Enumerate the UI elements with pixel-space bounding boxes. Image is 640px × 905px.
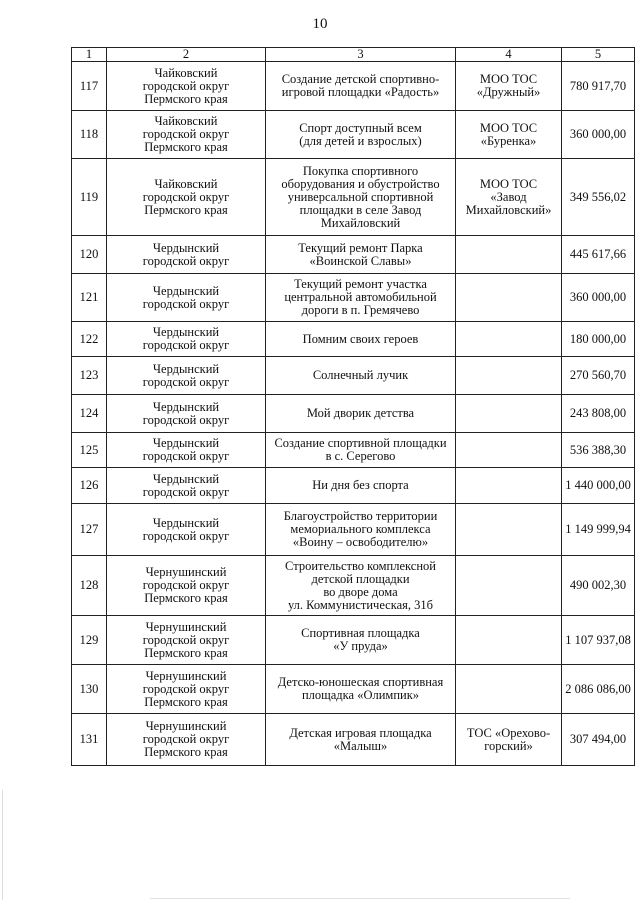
- row-number: 122: [72, 322, 107, 357]
- amount-cell: 243 808,00: [562, 395, 635, 433]
- table-row: [72, 236, 635, 274]
- amount-cell: 360 000,00: [562, 111, 635, 159]
- table-row: [72, 616, 635, 665]
- table-row: [72, 322, 635, 357]
- amount-cell: 180 000,00: [562, 322, 635, 357]
- amount-cell: 360 000,00: [562, 274, 635, 322]
- scan-margin-line: [2, 790, 3, 900]
- municipality-cell: Чердынский городской округ: [107, 395, 266, 433]
- projects-table: [71, 47, 635, 766]
- municipality-cell: Чердынский городской округ: [107, 433, 266, 468]
- organization-cell: ТОС «Орехово- горский»: [456, 714, 562, 766]
- table-row: [72, 665, 635, 714]
- page-number: 10: [312, 16, 328, 32]
- project-cell: Создание детской спортивно- игровой площадки «Радость»: [266, 62, 456, 111]
- project-cell: Покупка спортивного оборудования и обустройство универсальной спортивной площадки в селе Завод Михайловский: [266, 159, 456, 236]
- table-row: [72, 111, 635, 159]
- table-row: [72, 433, 635, 468]
- amount-cell: 270 560,70: [562, 357, 635, 395]
- row-number: 129: [72, 616, 107, 665]
- organization-cell: [456, 504, 562, 556]
- municipality-cell: Чернушинский городской округ Пермского края: [107, 714, 266, 766]
- table-row: [72, 395, 635, 433]
- organization-cell: [456, 322, 562, 357]
- table-header-row: [72, 48, 635, 62]
- table-row: [72, 556, 635, 616]
- column-header: 1: [72, 48, 107, 62]
- scan-bottom-line: [150, 898, 570, 899]
- amount-cell: 445 617,66: [562, 236, 635, 274]
- row-number: 128: [72, 556, 107, 616]
- row-number: 124: [72, 395, 107, 433]
- row-number: 119: [72, 159, 107, 236]
- amount-cell: 780 917,70: [562, 62, 635, 111]
- column-header: 4: [456, 48, 562, 62]
- amount-cell: 490 002,30: [562, 556, 635, 616]
- row-number: 121: [72, 274, 107, 322]
- organization-cell: [456, 556, 562, 616]
- amount-cell: 307 494,00: [562, 714, 635, 766]
- organization-cell: МОО ТОС «Дружный»: [456, 62, 562, 111]
- table-row: [72, 468, 635, 504]
- municipality-cell: Чердынский городской округ: [107, 357, 266, 395]
- project-cell: Строительство комплексной детской площадки во дворе дома ул. Коммунистическая, 31б: [266, 556, 456, 616]
- row-number: 118: [72, 111, 107, 159]
- organization-cell: [456, 665, 562, 714]
- table-row: [72, 714, 635, 766]
- project-cell: Создание спортивной площадки в с. Серегово: [266, 433, 456, 468]
- project-cell: Помним своих героев: [266, 322, 456, 357]
- municipality-cell: Чайковский городской округ Пермского края: [107, 111, 266, 159]
- organization-cell: [456, 468, 562, 504]
- row-number: 131: [72, 714, 107, 766]
- organization-cell: [456, 433, 562, 468]
- organization-cell: [456, 395, 562, 433]
- organization-cell: [456, 274, 562, 322]
- organization-cell: [456, 236, 562, 274]
- table-row: [72, 504, 635, 556]
- municipality-cell: Чернушинский городской округ Пермского края: [107, 665, 266, 714]
- column-header: 3: [266, 48, 456, 62]
- amount-cell: 349 556,02: [562, 159, 635, 236]
- amount-cell: 1 440 000,00: [562, 468, 635, 504]
- municipality-cell: Чайковский городской округ Пермского края: [107, 62, 266, 111]
- municipality-cell: Чайковский городской округ Пермского края: [107, 159, 266, 236]
- column-header: 5: [562, 48, 635, 62]
- organization-cell: МОО ТОС «Завод Михайловский»: [456, 159, 562, 236]
- project-cell: Ни дня без спорта: [266, 468, 456, 504]
- table-row: [72, 159, 635, 236]
- row-number: 125: [72, 433, 107, 468]
- project-cell: Спорт доступный всем (для детей и взрослых): [266, 111, 456, 159]
- amount-cell: 1 149 999,94: [562, 504, 635, 556]
- project-cell: Текущий ремонт Парка «Воинской Славы»: [266, 236, 456, 274]
- municipality-cell: Чернушинский городской округ Пермского края: [107, 556, 266, 616]
- row-number: 127: [72, 504, 107, 556]
- project-cell: Благоустройство территории мемориального комплекса «Воину – освободителю»: [266, 504, 456, 556]
- project-cell: Солнечный лучик: [266, 357, 456, 395]
- municipality-cell: Чердынский городской округ: [107, 468, 266, 504]
- municipality-cell: Чердынский городской округ: [107, 322, 266, 357]
- amount-cell: 2 086 086,00: [562, 665, 635, 714]
- row-number: 120: [72, 236, 107, 274]
- amount-cell: 536 388,30: [562, 433, 635, 468]
- municipality-cell: Чердынский городской округ: [107, 274, 266, 322]
- organization-cell: [456, 616, 562, 665]
- row-number: 123: [72, 357, 107, 395]
- organization-cell: [456, 357, 562, 395]
- project-cell: Детско-юношеская спортивная площадка «Олимпик»: [266, 665, 456, 714]
- row-number: 130: [72, 665, 107, 714]
- municipality-cell: Чердынский городской округ: [107, 236, 266, 274]
- project-cell: Детская игровая площадка «Малыш»: [266, 714, 456, 766]
- table-row: [72, 62, 635, 111]
- organization-cell: МОО ТОС «Буренка»: [456, 111, 562, 159]
- project-cell: Мой дворик детства: [266, 395, 456, 433]
- project-cell: Текущий ремонт участка центральной автомобильной дороги в п. Гремячево: [266, 274, 456, 322]
- table-row: [72, 274, 635, 322]
- project-cell: Спортивная площадка «У пруда»: [266, 616, 456, 665]
- table-row: [72, 357, 635, 395]
- municipality-cell: Чердынский городской округ: [107, 504, 266, 556]
- column-header: 2: [107, 48, 266, 62]
- row-number: 126: [72, 468, 107, 504]
- amount-cell: 1 107 937,08: [562, 616, 635, 665]
- row-number: 117: [72, 62, 107, 111]
- municipality-cell: Чернушинский городской округ Пермского края: [107, 616, 266, 665]
